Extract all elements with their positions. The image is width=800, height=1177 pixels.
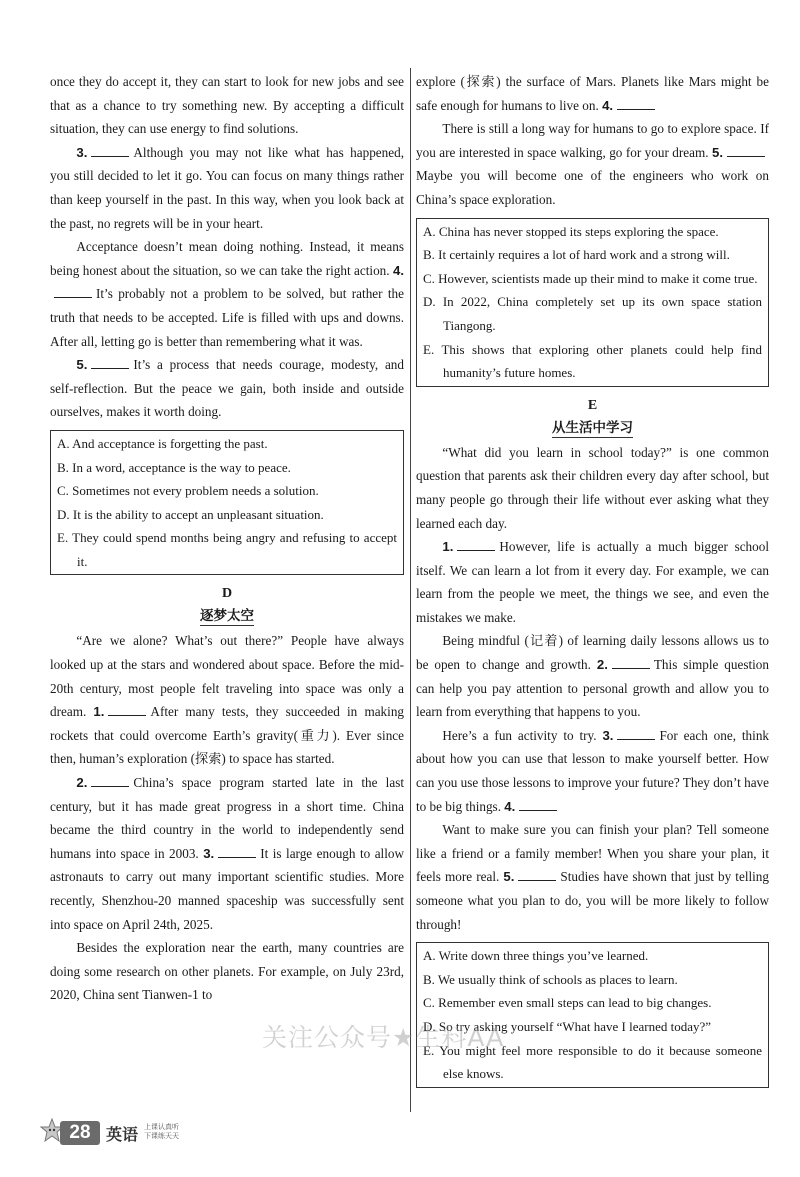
paragraph-text: Studies have shown that just by telling someone what you plan to do, you will be more likely to follow through! xyxy=(416,869,769,932)
watermark-text: 关注公众号★生料AA xyxy=(262,1023,505,1052)
answer-blank[interactable] xyxy=(108,703,146,716)
column-divider xyxy=(410,68,411,1112)
paragraph-text: explore (探索) the surface of Mars. Planets like Mars might be safe enough for humans to live on. xyxy=(416,74,769,113)
option-item: C. Sometimes not every problem needs a solution. xyxy=(57,483,319,499)
d-paragraph-4 xyxy=(416,117,769,211)
page-footer xyxy=(40,1118,190,1148)
options-box-d xyxy=(416,218,769,387)
answer-blank[interactable] xyxy=(727,144,765,157)
blank-number: 4. xyxy=(602,97,614,113)
d-paragraph-3: Besides the exploration near the earth, many countries are doing some research on other planets. For example, on July 23rd, 2020, China sent Tianwen-1 to xyxy=(50,940,404,1003)
answer-blank[interactable] xyxy=(91,144,129,157)
answer-blank[interactable] xyxy=(617,97,655,110)
blank-number: 4. xyxy=(504,798,516,814)
paragraph-text: “Are we alone? What’s out there?” People have always looked up at the stars and wondered about space. Before the mid-20th century, most people felt traveling into space was only a dream. xyxy=(50,633,404,720)
options-box-c xyxy=(50,430,404,576)
paragraph-text: There is still a long way for humans to go to explore space. If you are interested in space walking, go for your dream. xyxy=(416,121,769,160)
paragraph-text: For each one, think about how you can use that lesson to make yourself better. How can you use those lessons to improve your future? They don’t have to be big things. xyxy=(416,727,770,814)
continued-paragraph xyxy=(416,70,769,117)
d-paragraph-2 xyxy=(50,771,404,936)
paragraph-text: This simple question can help you pay attention to personal growth and allow you to learn from everything that happens to you. xyxy=(416,657,769,720)
continued-paragraph: once they do accept it, they can start to look for new jobs and see that as a chance to try something new. By accepting a difficult situation, they can use energy to find solutions. xyxy=(50,74,404,137)
paragraph-text: Acceptance doesn’t mean doing nothing. Instead, it means being honest about the situation, so we can take the right action. xyxy=(50,239,404,278)
e-paragraph-3 xyxy=(416,629,769,723)
answer-blank[interactable] xyxy=(54,285,92,298)
option-item: A. China has never stopped its steps exploring the space. xyxy=(423,223,719,239)
e-paragraph-4 xyxy=(416,724,769,818)
paragraph-text: China’s space program started late in the last century, but it has made great progress in a short time. China became the third country in the world to independently send humans into space in 2003. xyxy=(50,775,404,861)
blank-number: 3. xyxy=(76,144,88,160)
blank-number: 1. xyxy=(93,704,105,720)
option-item: B. It certainly requires a lot of hard work and a strong will. xyxy=(423,247,730,263)
section-letter-d: D xyxy=(221,586,233,602)
paragraph-4 xyxy=(50,235,404,353)
subject-label: 英语 xyxy=(106,1125,139,1144)
option-item: A. And acceptance is forgetting the past. xyxy=(57,435,268,451)
paragraph-5 xyxy=(50,353,404,424)
answer-blank[interactable] xyxy=(457,538,495,551)
blank-number: 5. xyxy=(76,357,88,373)
option-item: C. However, scientists made up their mind to make it come true. xyxy=(423,270,758,286)
options-box-e xyxy=(416,942,769,1088)
d-paragraph-1 xyxy=(50,629,404,771)
option-item: E. You might feel more responsible to do it because someone else knows. xyxy=(423,1042,762,1082)
paragraph-text: Here’s a fun activity to try. xyxy=(442,727,597,743)
right-column xyxy=(416,70,769,1096)
paragraph-text: It’s probably not a problem to be solved, but rather the truth that needs to be accepted. Life is filled with ups and downs. After all, letting go is better than remembering what it was. xyxy=(50,286,404,349)
e-paragraph-2 xyxy=(416,535,769,629)
paragraph-text: Although you may not like what has happened, you still decided to let it go. You can focus on many things rather than keep yourself in the past. In this way, when you look back at the past, no regrets will be in your heart. xyxy=(50,144,404,231)
option-item: E. This shows that exploring other planets could help find humanity’s future homes. xyxy=(423,341,762,381)
paragraph-text: However, life is actually a much bigger school itself. We can learn a lot from it every day. For example, we can learn from the people we meet, the things we see, and even the mistakes we make. xyxy=(416,539,769,625)
answer-blank[interactable] xyxy=(518,868,556,881)
answer-blank[interactable] xyxy=(218,845,256,858)
blank-number: 4. xyxy=(393,262,404,278)
option-item: D. It is the ability to accept an unpleasant situation. xyxy=(57,506,324,522)
option-item: D. In 2022, China completely set up its own space station Tiangong. xyxy=(423,294,762,333)
option-item: D. So try asking yourself “What have I learned today?” xyxy=(423,1018,712,1034)
answer-blank[interactable] xyxy=(617,727,655,740)
section-title-e: 从生活中学习 xyxy=(552,419,633,436)
option-item: A. Write down three things you’ve learned. xyxy=(423,948,649,964)
e-paragraph-5 xyxy=(416,818,769,936)
option-item: B. We usually think of schools as places to learn. xyxy=(423,971,678,987)
paragraph-text: It is large enough to allow astronauts to carry out many important scientific studies. More recently, Shenzhou-20 manned spaceship was successfully sent into space on April 24th, 2025. xyxy=(50,845,405,932)
left-column xyxy=(50,70,404,1007)
paragraph-text: After many tests, they succeeded in making rockets that could overcome Earth’s gravity(重力). Ever since then, human’s exploration (探索) to space has started. xyxy=(50,704,405,767)
blank-number: 3. xyxy=(203,845,215,861)
e-paragraph-1: “What did you learn in school today?” is one common question that parents ask their children every day after school, but many people go through their life without ever asking what they learned each day. xyxy=(416,444,769,531)
answer-blank[interactable] xyxy=(91,774,129,787)
section-letter-e: E xyxy=(587,397,598,413)
answer-blank[interactable] xyxy=(91,356,129,369)
option-item: E. They could spend months being angry and refusing to accept it. xyxy=(57,530,397,569)
blank-number: 5. xyxy=(503,869,515,885)
answer-blank[interactable] xyxy=(612,656,650,669)
blank-number: 5. xyxy=(712,144,724,160)
answer-blank[interactable] xyxy=(519,798,557,811)
section-title-d: 逐梦太空 xyxy=(200,608,254,625)
blank-number: 3. xyxy=(602,727,614,743)
paragraph-3 xyxy=(50,141,404,235)
paragraph-text: Maybe you will become one of the engineers who work on China’s space exploration. xyxy=(416,168,769,207)
page-number: 28 xyxy=(60,1121,100,1145)
paragraph-text: Being mindful (记着) of learning daily lessons allows us to be open to change and growth. xyxy=(416,633,769,673)
option-item: B. In a word, acceptance is the way to peace. xyxy=(57,459,291,475)
blank-number: 1. xyxy=(442,539,454,555)
blank-number: 2. xyxy=(76,775,88,791)
paragraph-text: It’s a process that needs courage, modesty, and self-reflection. But the peace we gain, both inside and outside ourselves, makes it worth doing. xyxy=(50,357,404,420)
footer-slogan: 上课认真听 下课练天天 xyxy=(144,1123,179,1140)
paragraph-text: Want to make sure you can finish your plan? Tell someone like a friend or a family member! When you share your plan, it feels more real. xyxy=(416,822,769,885)
blank-number: 2. xyxy=(596,657,608,673)
option-item: C. Remember even small steps can lead to big changes. xyxy=(423,995,712,1011)
